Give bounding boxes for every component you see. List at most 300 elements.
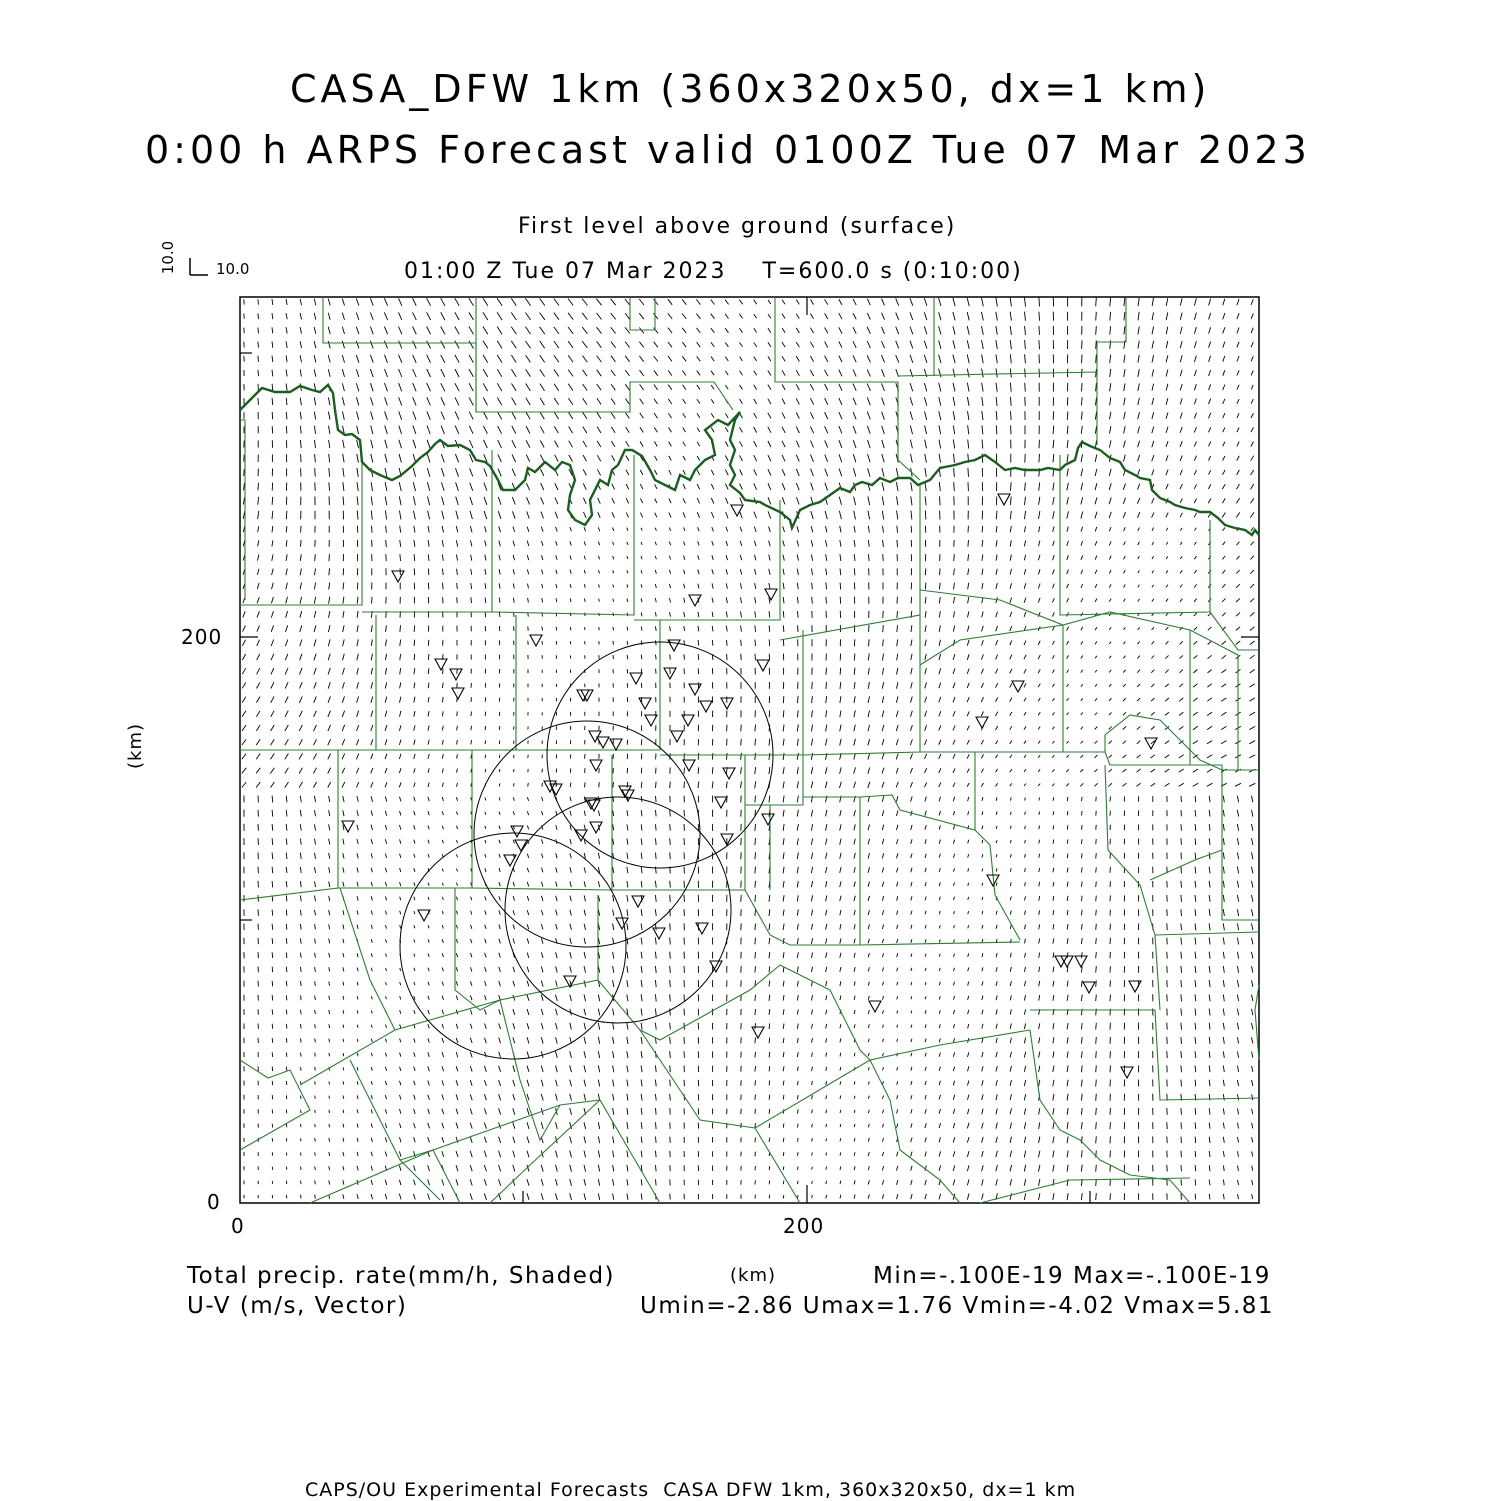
wind-vector xyxy=(512,497,515,504)
wind-vector xyxy=(272,867,273,873)
wind-vector xyxy=(1109,541,1111,545)
wind-vector xyxy=(399,782,401,787)
wind-vector xyxy=(357,853,358,858)
wind-vector xyxy=(867,398,870,406)
wind-vector xyxy=(939,754,941,759)
wind-vector xyxy=(1180,456,1182,461)
wind-vector xyxy=(428,1038,429,1042)
wind-vector xyxy=(627,824,628,830)
wind-vector xyxy=(626,456,629,461)
wind-vector xyxy=(996,1137,998,1143)
wind-vector xyxy=(1165,655,1168,658)
wind-vector xyxy=(299,682,302,688)
wind-vector xyxy=(925,996,926,999)
wind-vector xyxy=(967,1165,969,1171)
wind-vector xyxy=(442,540,443,547)
wind-vector xyxy=(655,528,656,531)
wind-vector xyxy=(399,426,402,434)
wind-vector xyxy=(925,468,926,477)
wind-vector xyxy=(1180,528,1182,531)
wind-vector xyxy=(1010,1052,1011,1058)
wind-vector xyxy=(840,810,841,816)
wind-vector xyxy=(1024,655,1026,659)
wind-vector xyxy=(897,968,898,972)
wind-vector xyxy=(1067,811,1068,815)
wind-vector xyxy=(868,810,870,816)
wind-vector xyxy=(755,952,756,958)
station-marker xyxy=(452,688,464,699)
wind-vector xyxy=(527,555,528,560)
wind-vector xyxy=(882,796,884,802)
wind-vector xyxy=(556,783,557,787)
wind-vector xyxy=(598,1080,599,1087)
wind-vector xyxy=(1082,910,1083,916)
wind-vector xyxy=(1081,966,1082,972)
wind-vector xyxy=(328,682,330,688)
wind-vector xyxy=(513,1094,515,1100)
wind-vector xyxy=(243,497,244,504)
wind-vector xyxy=(882,910,883,915)
wind-vector xyxy=(683,385,686,390)
wind-vector xyxy=(1166,441,1168,447)
station-marker xyxy=(616,918,628,929)
wind-vector xyxy=(967,298,969,306)
wind-vector xyxy=(1096,1165,1097,1172)
wind-vector xyxy=(611,299,616,305)
wind-vector xyxy=(854,824,855,830)
wind-vector xyxy=(1195,867,1196,874)
wind-vector xyxy=(286,412,287,419)
wind-vector xyxy=(315,939,316,944)
wind-vector xyxy=(1010,1179,1012,1186)
wind-vector xyxy=(1108,783,1112,786)
wind-vector xyxy=(740,555,742,560)
wind-vector xyxy=(840,996,841,1001)
wind-vector xyxy=(826,1153,827,1156)
wind-vector xyxy=(682,328,686,333)
wind-vector xyxy=(554,355,559,362)
wind-vector xyxy=(641,980,642,987)
wind-vector xyxy=(1180,542,1182,545)
wind-vector xyxy=(414,868,415,872)
wind-vector xyxy=(570,825,571,830)
wind-vector xyxy=(782,328,785,333)
wind-vector xyxy=(485,555,486,561)
wind-vector xyxy=(471,540,472,546)
wind-vector xyxy=(1181,1108,1182,1115)
wind-vector xyxy=(1209,838,1210,845)
x-axis-unit: (km) xyxy=(730,1267,776,1285)
wind-vector xyxy=(839,299,842,305)
wind-vector xyxy=(1124,599,1126,602)
wind-vector xyxy=(455,412,459,420)
wind-vector xyxy=(1067,741,1069,743)
wind-vector xyxy=(556,1009,558,1015)
wind-vector xyxy=(1209,1108,1210,1114)
wind-vector xyxy=(826,810,827,816)
wind-vector xyxy=(400,540,401,547)
wind-vector xyxy=(1025,812,1026,815)
wind-vector xyxy=(783,555,784,561)
wind-vector xyxy=(568,313,573,320)
wind-vector xyxy=(1237,1080,1238,1086)
wind-vector xyxy=(427,411,430,419)
station-marker xyxy=(765,589,777,600)
wind-vector xyxy=(300,881,301,887)
wind-vector xyxy=(1081,584,1083,588)
wind-vector xyxy=(826,896,827,902)
wind-vector xyxy=(442,768,443,772)
wind-vector xyxy=(613,1037,614,1044)
wind-vector xyxy=(897,639,898,646)
wind-vector xyxy=(826,1081,827,1085)
wind-vector xyxy=(556,555,557,559)
wind-vector xyxy=(242,754,246,760)
wind-vector xyxy=(924,341,927,349)
wind-vector xyxy=(839,327,842,333)
wind-vector xyxy=(455,454,458,462)
wind-vector xyxy=(1207,684,1211,687)
wind-vector xyxy=(556,1151,558,1158)
wind-vector xyxy=(441,298,445,306)
wind-vector xyxy=(371,725,373,731)
wind-vector xyxy=(1138,384,1140,391)
wind-vector xyxy=(996,812,997,815)
wind-vector xyxy=(1181,923,1182,930)
wind-vector xyxy=(825,469,828,477)
wind-vector xyxy=(840,1096,841,1099)
wind-vector xyxy=(413,440,416,449)
station-marker xyxy=(723,768,735,779)
wind-vector xyxy=(1096,1037,1097,1044)
wind-vector xyxy=(384,327,387,335)
wind-vector xyxy=(513,1009,515,1015)
wind-vector xyxy=(996,911,997,915)
wind-vector xyxy=(441,426,444,434)
wind-vector xyxy=(725,456,728,461)
wind-vector xyxy=(597,413,601,419)
wind-vector xyxy=(357,625,358,632)
wind-vector xyxy=(812,1024,813,1029)
wind-vector xyxy=(427,440,430,448)
wind-vector xyxy=(939,1010,940,1014)
wind-vector xyxy=(996,669,998,674)
wind-vector xyxy=(598,556,599,559)
wind-vector xyxy=(1151,698,1154,701)
wind-vector xyxy=(427,454,430,463)
wind-vector xyxy=(385,1180,386,1185)
wind-vector xyxy=(1081,483,1083,490)
wind-vector xyxy=(315,1024,316,1028)
wind-vector xyxy=(925,768,927,773)
wind-vector xyxy=(1010,741,1012,744)
wind-vector xyxy=(656,1108,657,1115)
wind-vector xyxy=(1250,669,1255,673)
wind-vector xyxy=(840,1124,841,1127)
wind-vector xyxy=(570,783,571,788)
wind-vector xyxy=(711,357,714,362)
wind-vector xyxy=(656,824,657,830)
wind-vector xyxy=(470,526,472,532)
wind-vector xyxy=(456,497,459,505)
wind-vector xyxy=(1195,1151,1196,1157)
wind-vector xyxy=(611,370,615,376)
wind-vector xyxy=(584,599,585,602)
wind-vector xyxy=(911,1194,912,1199)
wind-vector xyxy=(1251,527,1254,531)
wind-vector xyxy=(968,540,969,547)
wind-vector xyxy=(371,782,373,787)
wind-vector xyxy=(670,1009,671,1016)
wind-vector xyxy=(811,910,812,916)
wind-vector xyxy=(286,938,287,944)
wind-vector xyxy=(457,754,458,758)
wind-vector xyxy=(1223,528,1225,531)
wind-vector xyxy=(1096,867,1097,872)
wind-vector xyxy=(469,355,473,363)
wind-vector xyxy=(982,340,984,349)
wind-vector xyxy=(1237,1037,1238,1043)
wind-vector xyxy=(1194,327,1196,334)
wind-vector xyxy=(712,598,713,603)
wind-vector xyxy=(867,355,870,362)
wind-vector xyxy=(1081,469,1083,477)
wind-vector xyxy=(525,298,530,305)
wind-vector xyxy=(1039,981,1040,986)
wind-vector xyxy=(1052,598,1054,602)
wind-vector xyxy=(1181,1023,1182,1030)
wind-vector xyxy=(1053,811,1054,815)
wind-vector xyxy=(329,583,330,590)
wind-vector xyxy=(272,924,273,930)
wind-vector xyxy=(371,440,373,449)
wind-vector xyxy=(584,867,585,873)
wind-vector xyxy=(783,838,784,845)
wind-vector xyxy=(540,369,545,376)
wind-vector xyxy=(655,1094,656,1101)
wind-vector xyxy=(1252,796,1253,803)
wind-vector xyxy=(1223,1080,1224,1086)
wind-vector xyxy=(639,299,644,305)
wind-vector xyxy=(527,1080,529,1086)
wind-vector xyxy=(697,498,699,503)
wind-vector xyxy=(755,625,756,631)
wind-vector xyxy=(627,966,628,973)
wind-vector xyxy=(996,797,997,801)
wind-vector xyxy=(1237,1094,1238,1100)
wind-vector xyxy=(1209,852,1210,859)
wind-vector xyxy=(499,583,500,588)
wind-vector xyxy=(1053,981,1054,987)
wind-vector xyxy=(996,740,998,744)
wind-vector xyxy=(1251,427,1254,432)
wind-vector xyxy=(314,739,317,745)
wind-vector xyxy=(357,910,358,914)
wind-vector xyxy=(271,640,274,646)
wind-vector xyxy=(286,853,287,859)
wind-vector xyxy=(413,426,416,434)
wind-vector xyxy=(1010,726,1012,730)
wind-vector xyxy=(513,924,515,929)
wind-vector xyxy=(925,925,926,928)
wind-vector xyxy=(939,725,941,730)
wind-vector xyxy=(783,1038,784,1043)
wind-vector xyxy=(1010,555,1011,561)
wind-vector xyxy=(1252,1109,1253,1115)
wind-vector xyxy=(1052,755,1054,757)
wind-vector xyxy=(853,440,856,448)
wind-vector xyxy=(840,554,841,561)
wind-vector xyxy=(457,840,458,843)
wind-vector xyxy=(1152,312,1153,320)
wind-vector xyxy=(1195,824,1196,831)
wind-vector xyxy=(669,570,670,574)
wind-vector xyxy=(498,497,501,505)
station-marker xyxy=(435,659,447,670)
wind-vector xyxy=(1053,1136,1054,1143)
wind-vector xyxy=(656,810,657,816)
wind-vector xyxy=(768,483,771,490)
wind-vector xyxy=(484,1080,486,1086)
wind-vector xyxy=(967,355,969,364)
wind-vector xyxy=(826,540,827,546)
wind-vector xyxy=(526,440,530,447)
wind-vector xyxy=(1081,1065,1082,1072)
wind-vector xyxy=(1095,684,1097,686)
wind-vector xyxy=(783,938,784,944)
wind-vector xyxy=(925,1024,926,1028)
wind-vector xyxy=(1237,484,1240,489)
wind-vector xyxy=(612,484,615,490)
wind-vector xyxy=(1223,852,1224,859)
wind-vector xyxy=(911,882,912,886)
wind-vector xyxy=(925,482,926,491)
wind-vector xyxy=(1053,1122,1054,1129)
wind-vector xyxy=(811,469,814,476)
wind-vector xyxy=(414,1038,415,1042)
wind-vector xyxy=(343,910,344,915)
wind-vector xyxy=(697,442,700,446)
wind-vector xyxy=(1096,340,1097,349)
wind-vector xyxy=(755,838,756,845)
wind-vector xyxy=(385,468,387,477)
wind-vector xyxy=(741,753,742,760)
wind-vector xyxy=(782,399,785,405)
wind-vector xyxy=(457,826,458,829)
wind-vector xyxy=(655,542,656,545)
wind-vector xyxy=(329,924,330,929)
wind-vector xyxy=(797,540,799,546)
wind-vector xyxy=(811,455,814,462)
wind-vector xyxy=(626,513,628,518)
wind-vector xyxy=(314,711,317,717)
wind-vector xyxy=(1166,627,1169,630)
wind-vector xyxy=(797,1052,798,1057)
wind-vector xyxy=(611,327,616,333)
wind-vector xyxy=(683,428,686,433)
wind-vector xyxy=(1025,526,1026,532)
wind-vector xyxy=(483,355,488,363)
wind-vector xyxy=(570,1108,572,1115)
wind-vector xyxy=(854,1096,855,1099)
wind-vector xyxy=(371,939,372,943)
wind-vector xyxy=(514,783,515,786)
wind-vector xyxy=(371,768,373,773)
wind-vector xyxy=(1179,698,1183,701)
wind-vector xyxy=(272,838,273,845)
wind-vector xyxy=(584,1151,586,1158)
wind-vector xyxy=(910,782,912,787)
wind-vector xyxy=(314,654,316,661)
wind-vector xyxy=(1109,670,1111,673)
wind-vector xyxy=(385,369,388,377)
wind-vector xyxy=(996,640,998,645)
wind-vector xyxy=(768,497,771,504)
wind-vector xyxy=(897,825,898,830)
wind-vector xyxy=(939,1123,940,1128)
wind-vector xyxy=(385,796,386,801)
wind-vector xyxy=(1081,981,1082,987)
wind-vector xyxy=(385,511,386,520)
wind-vector xyxy=(1067,1122,1068,1129)
wind-vector xyxy=(1010,354,1011,363)
wind-vector xyxy=(1194,584,1197,587)
wind-vector xyxy=(1025,868,1026,872)
wind-vector xyxy=(597,384,601,390)
wind-vector xyxy=(1252,895,1253,902)
wind-vector xyxy=(1095,570,1097,574)
wind-vector xyxy=(1095,455,1097,462)
wind-vector xyxy=(625,399,629,405)
wind-vector xyxy=(256,697,260,703)
wind-vector xyxy=(527,1122,529,1129)
wind-vector xyxy=(1095,656,1097,659)
wind-vector xyxy=(670,1065,671,1072)
wind-vector xyxy=(1237,399,1239,404)
wind-vector xyxy=(499,798,500,801)
wind-vector xyxy=(314,611,316,618)
wind-vector xyxy=(399,740,401,745)
wind-vector xyxy=(584,895,585,901)
wind-vector xyxy=(826,569,827,576)
wind-vector xyxy=(697,342,701,347)
wind-vector xyxy=(783,1095,784,1100)
wind-vector xyxy=(1181,909,1182,916)
wind-vector xyxy=(457,869,458,872)
wind-vector xyxy=(1236,598,1240,602)
wind-vector xyxy=(1110,298,1111,307)
wind-vector xyxy=(1209,1009,1210,1016)
wind-vector xyxy=(442,1010,443,1014)
wind-vector xyxy=(854,739,856,746)
wind-vector xyxy=(1137,769,1141,772)
wind-vector xyxy=(882,468,884,477)
wind-vector xyxy=(882,825,883,830)
wind-vector xyxy=(314,398,315,406)
wind-vector xyxy=(897,682,898,688)
wind-vector xyxy=(953,740,955,745)
wind-vector xyxy=(925,1010,926,1013)
wind-vector xyxy=(583,469,586,475)
wind-vector xyxy=(924,326,927,334)
wind-vector xyxy=(272,583,274,589)
level-label: First level above ground (surface) xyxy=(518,216,956,238)
wind-vector xyxy=(456,981,457,985)
wind-vector xyxy=(982,540,983,547)
wind-vector xyxy=(300,824,301,830)
wind-vector xyxy=(314,412,315,420)
wind-vector xyxy=(1025,354,1026,363)
